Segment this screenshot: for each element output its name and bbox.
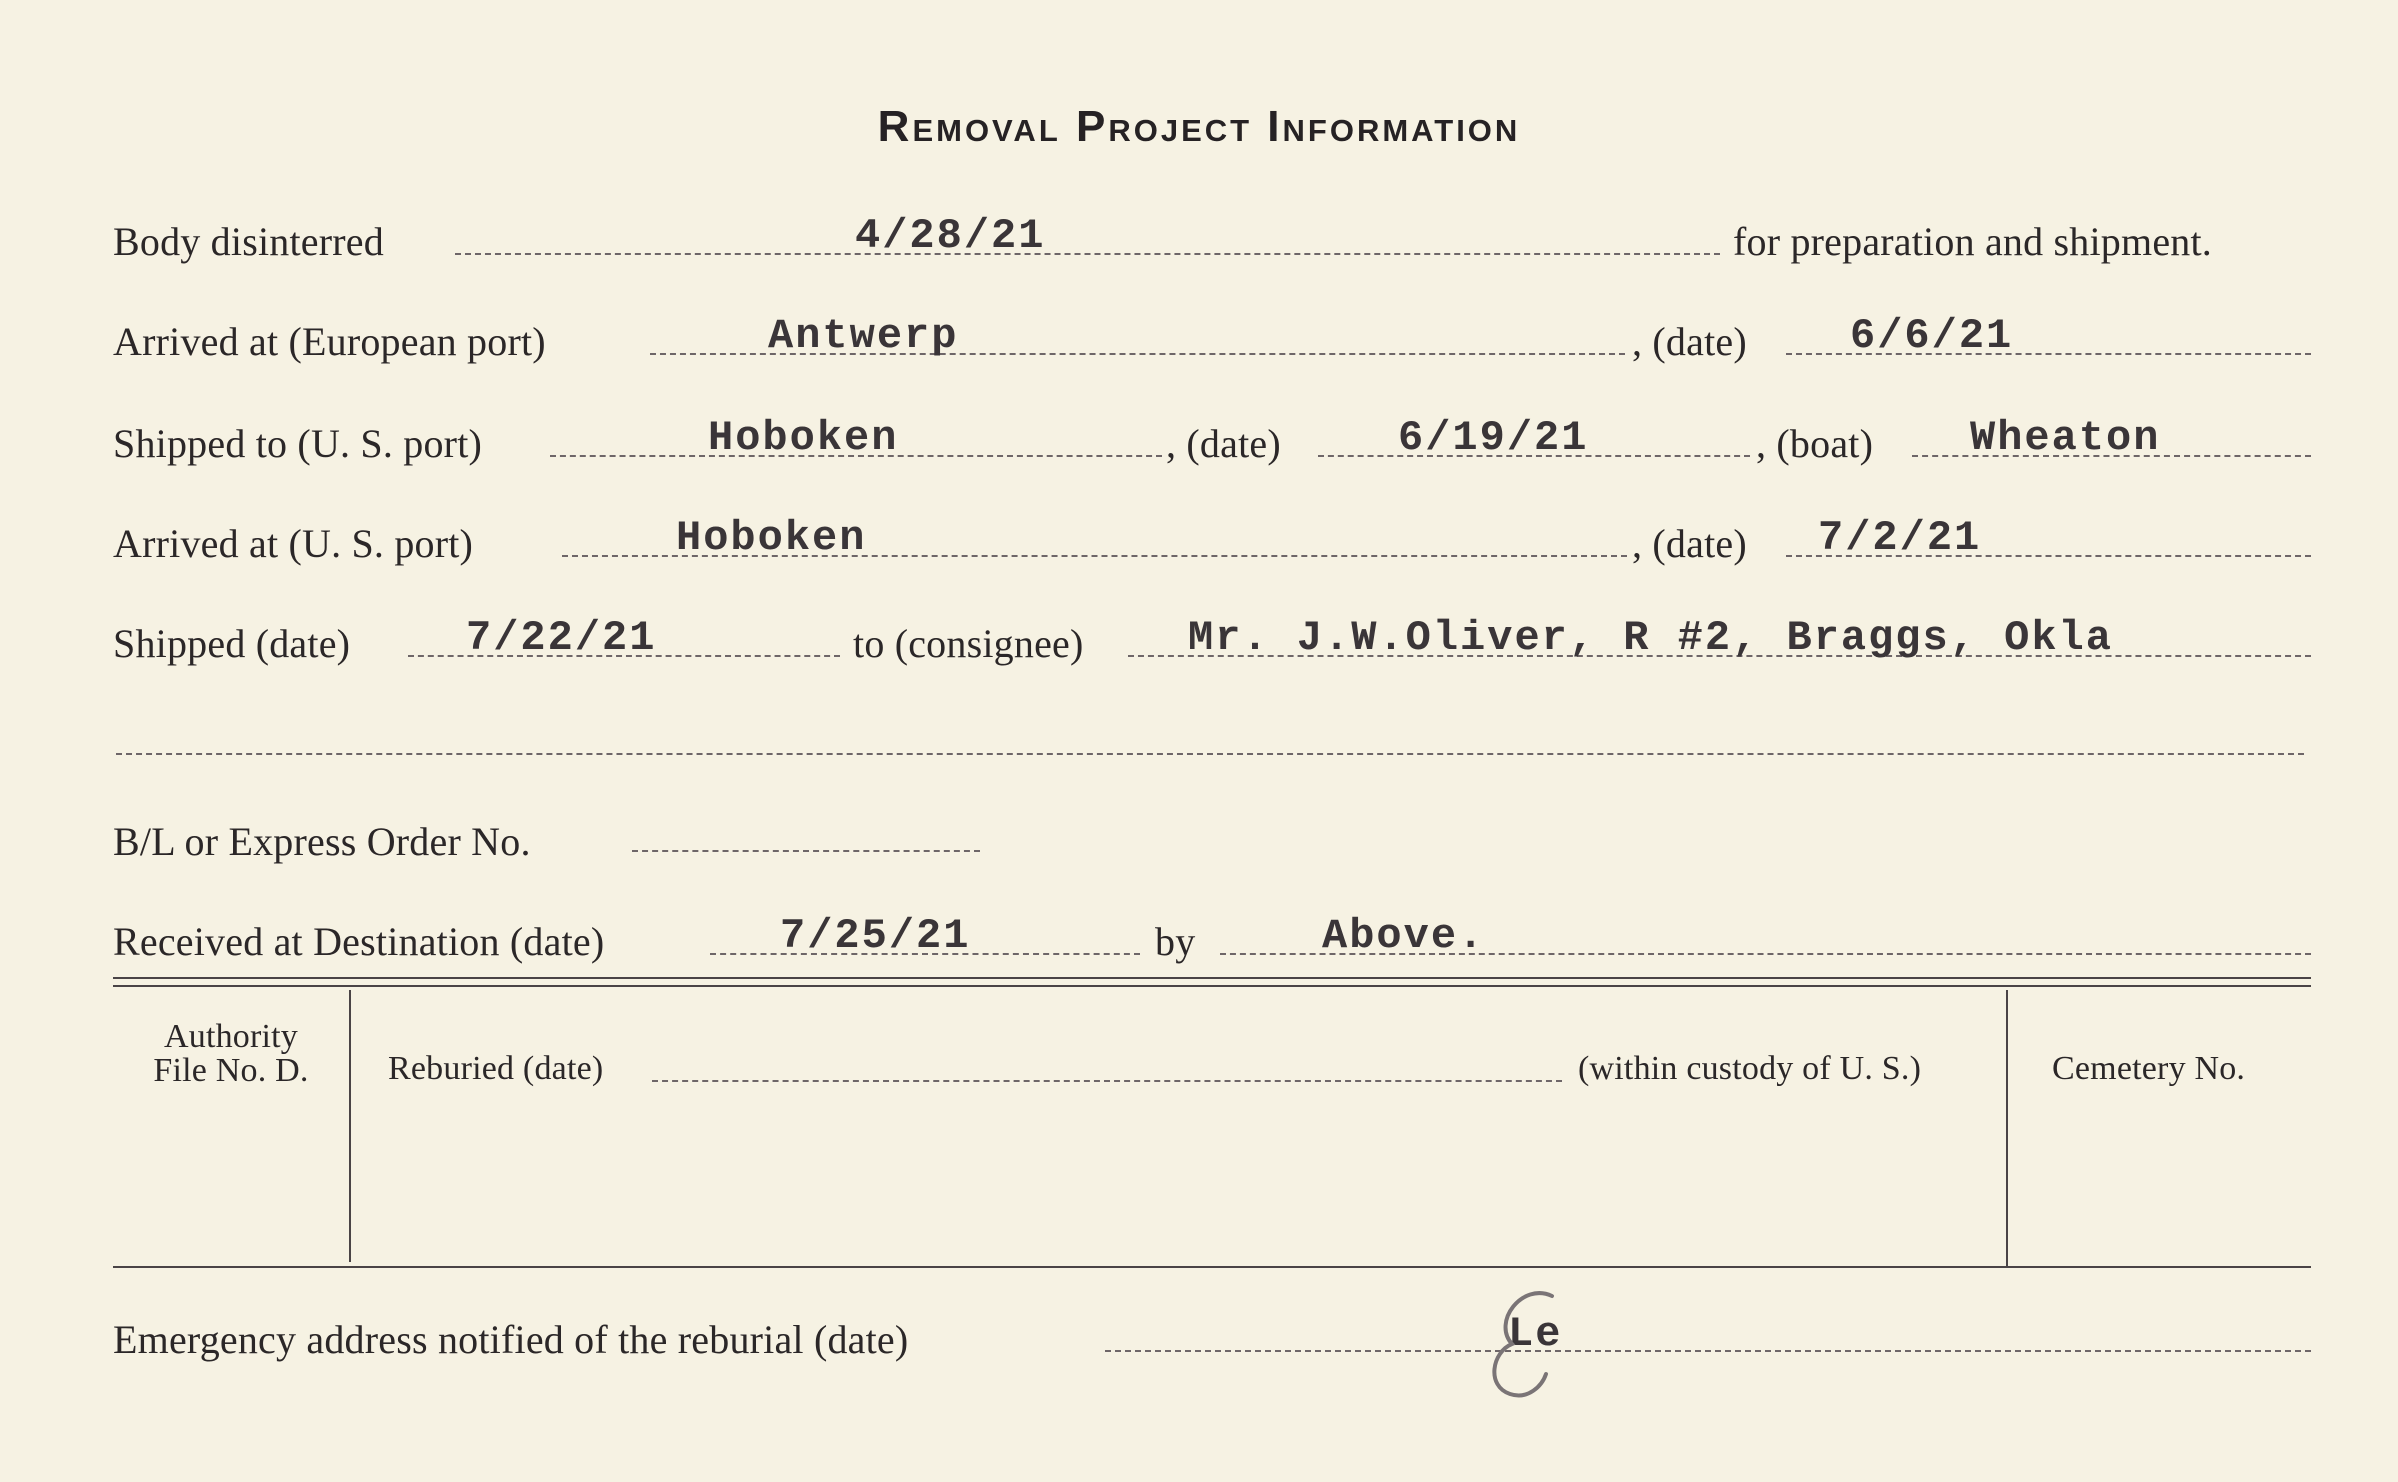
arrived-us-date-label: , (date) — [1632, 521, 1747, 566]
reburied-label: Reburied (date) — [388, 1050, 604, 1087]
reburied-line — [652, 1080, 1562, 1082]
disinterred-suffix: for preparation and shipment. — [1733, 219, 2212, 264]
emergency-value: Le — [1508, 1310, 1563, 1358]
arrived-europe-date-label: , (date) — [1632, 319, 1747, 364]
custody-label: (within custody of U. S.) — [1578, 1050, 1922, 1087]
disinterred-date: 4/28/21 — [855, 212, 1046, 260]
shipped-us-label: Shipped to (U. S. port) — [113, 421, 483, 466]
shipped-us-date: 6/19/21 — [1398, 414, 1589, 462]
received-date: 7/25/21 — [780, 912, 971, 960]
handwritten-initial-mark — [1482, 1282, 1572, 1402]
shipped-us-port: Hoboken — [708, 414, 899, 462]
emergency-line — [1105, 1350, 2311, 1352]
cemetery-label: Cemetery No. — [2052, 1050, 2246, 1087]
arrived-europe-port: Antwerp — [768, 312, 959, 360]
table-divider-right — [2006, 990, 2008, 1268]
bl-label: B/L or Express Order No. — [113, 819, 531, 864]
arrived-us-date: 7/2/21 — [1818, 514, 1982, 562]
bl-line — [632, 850, 980, 852]
received-label: Received at Destination (date) — [113, 919, 605, 964]
table-divider-left — [349, 990, 351, 1262]
arrived-europe-date: 6/6/21 — [1850, 312, 2014, 360]
shipped-us-boat-label: , (boat) — [1756, 421, 1874, 466]
authority-label-1: Authority — [163, 1018, 298, 1055]
shipped-us-date-label: , (date) — [1166, 421, 1281, 466]
arrived-us-label: Arrived at (U. S. port) — [113, 521, 474, 566]
disinterred-label: Body disinterred — [113, 219, 384, 264]
blank-line — [116, 753, 2304, 755]
authority-label-2: File No. D. — [153, 1052, 309, 1089]
emergency-label: Emergency address notified of the reburial (date) — [113, 1317, 909, 1362]
card-title: Removal Project Information — [877, 102, 1521, 151]
disinterred-line — [455, 253, 1720, 255]
received-by-label: by — [1155, 919, 1196, 964]
shipped-date: 7/22/21 — [466, 614, 657, 662]
shipped-label: Shipped (date) — [113, 621, 351, 666]
table-top-rule-1 — [113, 977, 2311, 979]
arrived-europe-label: Arrived at (European port) — [113, 319, 546, 364]
consignee-label: to (consignee) — [853, 621, 1084, 666]
table-top-rule-2 — [113, 985, 2311, 987]
received-by: Above. — [1322, 912, 1486, 960]
table-bottom-rule — [113, 1266, 2311, 1268]
arrived-us-port: Hoboken — [676, 514, 867, 562]
consignee-value: Mr. J.W.Oliver, R #2, Braggs, Okla — [1188, 614, 2113, 662]
shipped-us-boat: Wheaton — [1970, 414, 2161, 462]
